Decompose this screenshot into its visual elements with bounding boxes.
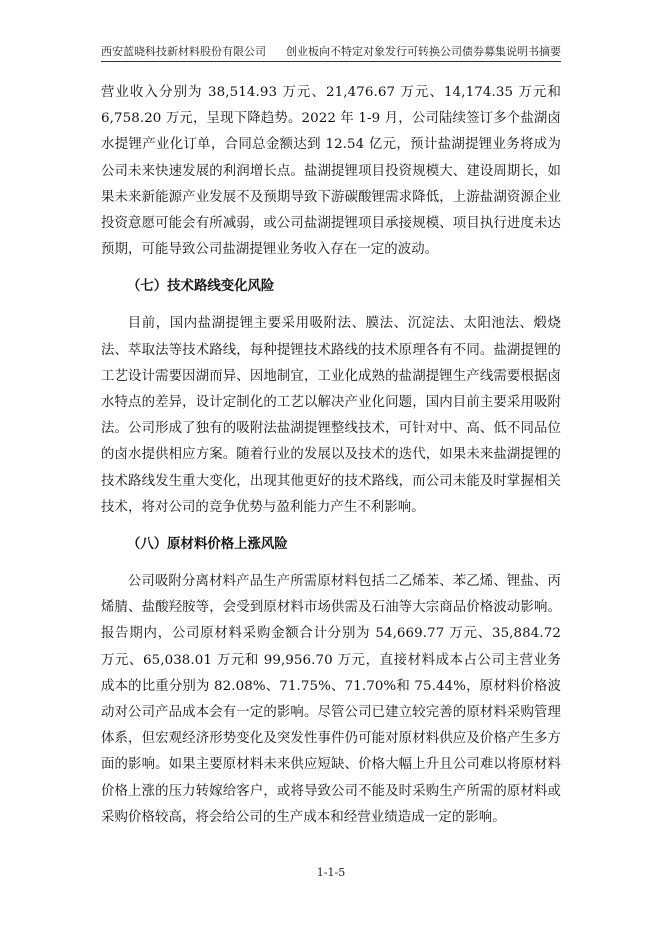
header-company-name: 西安蓝晓科技新材料股份有限公司 (101, 45, 266, 58)
page-number: 1-1-5 (316, 866, 346, 879)
paragraph-technology-risk: 目前，国内盐湖提锂主要采用吸附法、膜法、沉淀法、太阳池法、煅烧法、萃取法等技术路线，每种提锂技术路线的技术原理各有不同。盐湖提锂的工艺设计需要因湖而异、因地制宜，工业化成熟的盐湖提锂生产线需要根据卤水特点的差异，设计定制化的工艺以解决产业化问题，国内目前主要采用吸附法。公司形成了独有的吸附法盐湖提锂整线技术，可针对中、高、低不同品位的卤水提供相应方案。随着行业的发展以及技术的迭代，如果未来盐湖提锂的技术路线发生重大变化，出现其他更好的技术路线，而公司未能及时掌握相关技术，将对公司的竞争优势与盈利能力产生不利影响。 (101, 316, 561, 515)
header-divider (101, 61, 561, 62)
page-header (101, 44, 561, 60)
header-document-title: 创业板向不特定对象发行可转换公司债券募集说明书摘要 (286, 45, 561, 58)
section-heading-technology-risk: （七）技术路线变化风险 (127, 279, 275, 295)
paragraph-revenue-continuation: 营业收入分别为 38,514.93 万元、21,476.67 万元、14,174.35 万元和 6,758.20 万元，呈现下降趋势。2022 年 1-9 月，公司陆续签订多个盐湖卤水提锂产业化订单，合同总金额达到 12.54 亿元，预计盐湖提锂业务将成为公司未来快速发展的利润增长点。盐湖提锂项目投资规模大、建设周期长，如果未来新能源产业发展不及预期导致下游碳酸锂需求降低，上游盐湖资源企业投资意愿可能会有所减弱，或公司盐湖提锂项目承接规模、项目执行进度未达预期，可能导致公司盐湖提锂业务收入存在一定的波动。 (101, 85, 561, 258)
section-heading-raw-material-risk: （八）原材料价格上涨风险 (127, 537, 288, 553)
document-body (101, 80, 561, 831)
paragraph-raw-material-risk: 公司吸附分离材料产品生产所需原材料包括二乙烯苯、苯乙烯、锂盐、丙烯腈、盐酸羟胺等，会受到原材料市场供需及石油等大宗商品价格波动影响。报告期内，公司原材料采购金额合计分别为 54,669.77 万元、35,884.72 万元、65,038.01 万元和 99,956.70 万元，直接材料成本占公司主营业务成本的比重分别为 82.08%、71.75%、71.70%和 75.44%，原材料价格波动对公司产品成本会有一定的影响。尽管公司已建立较完善的原材料采购管理体系，但宏观经济形势变化及突发性事件仍可能对原材料供应及价格产生多方面的影响。如果主要原材料未来供应短缺、价格大幅上升且公司难以将原材料价格上涨的压力转嫁给客户，或将导致公司不能及时采购生产所需的原材料或采购价格较高，将会给公司的生产成本和经营业绩造成一定的影响。 (101, 574, 561, 825)
